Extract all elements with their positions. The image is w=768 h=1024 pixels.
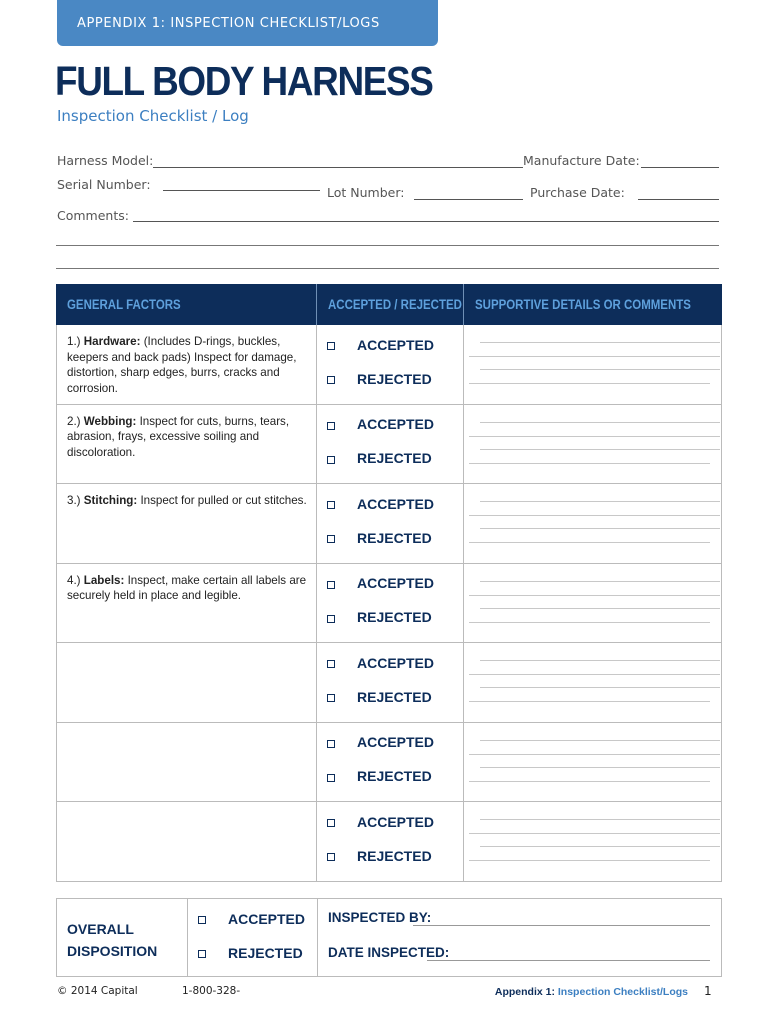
factor-description: Inspect for cuts, burns, tears, abrasion, frays, excessive soiling and discoloration. xyxy=(67,414,290,459)
factor-title: Labels: xyxy=(83,573,125,587)
appendix-tab xyxy=(57,0,438,46)
comments-cell[interactable] xyxy=(464,723,722,802)
comments-cell[interactable] xyxy=(464,802,722,881)
comment-line[interactable] xyxy=(469,542,710,543)
rejected-label: REJECTED xyxy=(357,529,432,546)
comments-cell[interactable] xyxy=(464,484,722,563)
table-row xyxy=(56,405,722,485)
comments-label: Comments: xyxy=(57,208,129,223)
footer-copyright: © 2014 Capital xyxy=(57,985,138,997)
accepted-option[interactable] xyxy=(327,734,463,751)
comments-line-3[interactable] xyxy=(56,268,719,269)
checkbox-icon[interactable] xyxy=(327,853,335,861)
comment-line[interactable] xyxy=(469,781,710,782)
accept-reject-cell xyxy=(316,802,464,881)
manufacture-date-label: Manufacture Date: xyxy=(523,153,640,168)
accepted-label: ACCEPTED xyxy=(357,813,435,830)
comment-line[interactable] xyxy=(469,356,720,357)
comment-line[interactable] xyxy=(469,622,710,623)
table-row xyxy=(56,325,722,405)
checkbox-icon[interactable] xyxy=(198,916,206,924)
rejected-option[interactable] xyxy=(327,450,463,467)
factor-number: 2.) xyxy=(67,414,81,428)
inspected-by-field[interactable] xyxy=(413,925,710,926)
comment-line[interactable] xyxy=(469,463,710,464)
accept-reject-cell xyxy=(316,564,464,643)
overall-disposition xyxy=(56,898,722,977)
factor-number: 4.) xyxy=(67,573,81,587)
accept-reject-cell xyxy=(316,484,464,563)
factor-description: Inspect, make certain all labels are securely held in place and legible. xyxy=(67,573,307,602)
checkbox-icon[interactable] xyxy=(327,456,335,464)
accepted-label: ACCEPTED xyxy=(357,734,435,750)
lot-number-label: Lot Number: xyxy=(327,185,405,200)
serial-number-field[interactable] xyxy=(163,190,320,191)
disposition-accepted-label: ACCEPTED xyxy=(228,910,306,927)
factor-description: Inspect for pulled or cut stitches. xyxy=(137,494,307,507)
comment-line[interactable] xyxy=(469,701,710,702)
table-row xyxy=(56,643,722,723)
accepted-label: ACCEPTED xyxy=(357,495,435,512)
comment-line[interactable] xyxy=(469,515,720,516)
table-row xyxy=(56,802,722,882)
factor-title: Hardware: xyxy=(83,335,141,348)
accepted-option[interactable] xyxy=(327,575,463,592)
accept-reject-cell xyxy=(316,723,464,802)
accept-reject-cell xyxy=(316,325,464,404)
appendix-tab-label: APPENDIX 1: INSPECTION CHECKLIST/LOGS xyxy=(77,15,380,31)
comment-line[interactable] xyxy=(469,383,710,384)
table-row xyxy=(56,723,722,803)
comment-line[interactable] xyxy=(469,833,720,834)
comment-line[interactable] xyxy=(480,687,720,688)
comments-cell[interactable] xyxy=(464,325,722,404)
lot-number-field[interactable] xyxy=(414,199,523,200)
factor-description: (Includes D-rings, buckles, keepers and back pads) Inspect for damage, distortion, sharp edges, burrs, cracks and corrosion. xyxy=(67,335,297,395)
checkbox-icon[interactable] xyxy=(327,501,335,509)
page-number: 1 xyxy=(704,984,712,998)
comment-line[interactable] xyxy=(469,674,720,675)
header-general-factors: GENERAL FACTORS xyxy=(67,297,181,312)
serial-number-label: Serial Number: xyxy=(57,177,151,192)
manufacture-date-field[interactable] xyxy=(641,167,719,168)
rejected-option[interactable] xyxy=(327,768,463,785)
page-subtitle: Inspection Checklist / Log xyxy=(57,107,249,125)
footer-appendix-number: Appendix 1 xyxy=(494,986,552,998)
general-factor-cell xyxy=(56,325,316,404)
comment-line[interactable] xyxy=(480,422,720,423)
date-inspected-label: DATE INSPECTED: xyxy=(328,945,450,960)
comment-line[interactable] xyxy=(480,767,720,768)
rejected-label: REJECTED xyxy=(357,847,432,864)
comments-field[interactable] xyxy=(133,221,719,222)
factor-title: Webbing: xyxy=(83,414,137,428)
rejected-option[interactable] xyxy=(327,609,463,626)
checkbox-icon[interactable] xyxy=(327,422,335,430)
disposition-rejected[interactable] xyxy=(198,944,317,961)
comment-line[interactable] xyxy=(480,449,720,450)
factor-number: 3.) xyxy=(67,494,81,507)
rejected-option[interactable] xyxy=(327,370,463,387)
purchase-date-field[interactable] xyxy=(638,199,719,200)
general-factor-cell xyxy=(56,643,316,722)
checkbox-icon[interactable] xyxy=(327,819,335,827)
comment-line[interactable] xyxy=(480,740,720,741)
rejected-label: REJECTED xyxy=(357,370,432,387)
disposition-label xyxy=(57,899,188,976)
disposition-signoff xyxy=(318,899,721,976)
general-factor-cell xyxy=(56,802,316,881)
harness-model-field[interactable] xyxy=(153,167,523,168)
accepted-option[interactable] xyxy=(327,495,463,512)
factor-number: 1.) xyxy=(67,335,81,348)
comment-line[interactable] xyxy=(469,754,720,755)
page-title: FULL BODY HARNESS xyxy=(55,58,433,104)
accepted-option[interactable] xyxy=(327,813,463,830)
checkbox-icon[interactable] xyxy=(327,376,335,384)
general-factor-cell xyxy=(56,564,316,643)
disposition-label-line1: OVERALL xyxy=(67,921,134,937)
accepted-label: ACCEPTED xyxy=(357,336,435,353)
table-row xyxy=(56,564,722,644)
comments-cell[interactable] xyxy=(464,405,722,484)
rejected-label: REJECTED xyxy=(357,450,432,466)
comment-line[interactable] xyxy=(480,819,720,820)
date-inspected-field[interactable] xyxy=(427,960,710,961)
factor-title: Stitching: xyxy=(83,494,138,507)
inspected-by-label: INSPECTED BY: xyxy=(328,910,432,925)
disposition-options xyxy=(188,899,318,976)
accepted-label: ACCEPTED xyxy=(357,416,435,432)
accepted-label: ACCEPTED xyxy=(357,654,435,671)
checkbox-icon[interactable] xyxy=(198,950,206,958)
accepted-option[interactable] xyxy=(327,654,463,671)
accept-reject-cell xyxy=(316,643,464,722)
disposition-label-line2: DISPOSITION xyxy=(67,943,158,959)
table-row xyxy=(56,484,722,564)
rejected-option[interactable] xyxy=(327,847,463,864)
general-factor-cell xyxy=(56,723,316,802)
inspection-table xyxy=(56,284,722,882)
header-comments: SUPPORTIVE DETAILS OR COMMENTS xyxy=(475,297,691,312)
footer-phone: 1-800-328- xyxy=(182,985,241,997)
comment-line[interactable] xyxy=(469,595,720,596)
header-accepted-rejected: ACCEPTED / REJECTED xyxy=(328,297,462,312)
disposition-rejected-label: REJECTED xyxy=(228,944,303,961)
accepted-label: ACCEPTED xyxy=(357,575,435,591)
checkbox-icon[interactable] xyxy=(327,342,335,350)
general-factor-cell xyxy=(56,484,316,563)
comment-line[interactable] xyxy=(480,581,720,582)
comments-cell[interactable] xyxy=(464,643,722,722)
accepted-option[interactable] xyxy=(327,336,463,353)
accepted-option[interactable] xyxy=(327,416,463,433)
comment-line[interactable] xyxy=(480,528,720,529)
rejected-option[interactable] xyxy=(327,688,463,705)
disposition-accepted[interactable] xyxy=(198,910,317,927)
comment-line[interactable] xyxy=(480,369,720,370)
accept-reject-cell xyxy=(316,405,464,484)
comments-line-2[interactable] xyxy=(56,245,719,246)
comment-line[interactable] xyxy=(469,860,710,861)
footer-appendix: Appendix 1: Inspection Checklist/Logs xyxy=(494,986,688,998)
checkbox-icon[interactable] xyxy=(327,581,335,589)
harness-model-label: Harness Model: xyxy=(57,153,154,168)
checkbox-icon[interactable] xyxy=(327,774,335,782)
general-factor-cell xyxy=(56,405,316,484)
checkbox-icon[interactable] xyxy=(327,694,335,702)
comment-line[interactable] xyxy=(469,436,720,437)
rejected-label: REJECTED xyxy=(357,768,432,784)
comment-line[interactable] xyxy=(480,608,720,609)
checkbox-icon[interactable] xyxy=(327,615,335,623)
checkbox-icon[interactable] xyxy=(327,535,335,543)
comment-line[interactable] xyxy=(480,501,720,502)
comments-cell[interactable] xyxy=(464,564,722,643)
rejected-option[interactable] xyxy=(327,529,463,546)
comment-line[interactable] xyxy=(480,660,720,661)
comment-line[interactable] xyxy=(480,342,720,343)
footer-appendix-title: Inspection Checklist/Logs xyxy=(557,986,688,998)
purchase-date-label: Purchase Date: xyxy=(530,185,625,200)
comment-line[interactable] xyxy=(480,846,720,847)
rejected-label: REJECTED xyxy=(357,688,432,705)
checkbox-icon[interactable] xyxy=(327,660,335,668)
table-header xyxy=(56,284,722,325)
checkbox-icon[interactable] xyxy=(327,740,335,748)
rejected-label: REJECTED xyxy=(357,609,432,625)
